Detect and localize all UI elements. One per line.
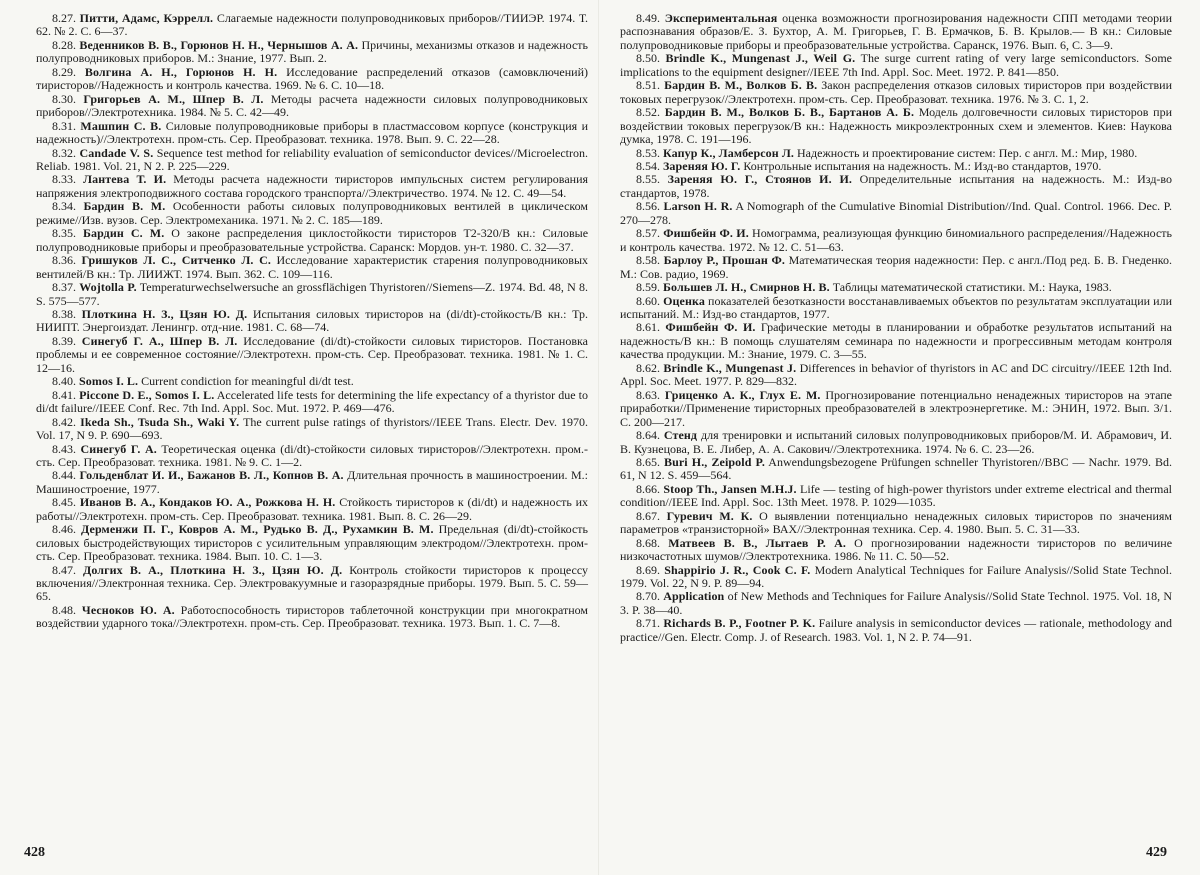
reference-text: О выявлении потенциально ненадежных силовых тиристоров по значениям параметров «транзисторной» ВАХ//Электронная техника. Сер. 4. 1980. Вып. 5. С. 31—33. bbox=[620, 508, 1173, 537]
reference-authors: Синегуб Г. А., Шпер В. Л. bbox=[81, 333, 238, 348]
reference-number: 8.36. bbox=[52, 253, 76, 268]
reference-authors: Капур К., Ламберсон Л. bbox=[663, 145, 795, 160]
reference-text: Силовые полупроводниковые приборы в пластмассовом корпусе (конструкция и надежность)//Электротехн. пром-сть. Сер. Преобразоват. техника. 1978. Вып. 9. С. 22—28. bbox=[36, 118, 588, 147]
reference-number: 8.62. bbox=[636, 360, 660, 375]
reference-text: Предельная (di/dt)-стойкость силовых быстродействующих тиристоров с усилительным управляющим электродом//Электротехн. пром-сть. Сер. Преобразоват. техника. 1984. Вып. 10. С. 1—3. bbox=[36, 522, 589, 564]
reference-text: Исследование (di/dt)-стойкости силовых тиристоров. Постановка проблемы и ее современное состояние//Электротехн. пром-сть. Сер. Преобразоват. техника. 1981. № 1. С. 12—16. bbox=[36, 333, 588, 375]
reference-text: Методы расчета надежности силовых полупроводниковых приборов//Электротехника. 1984. № 5. С. 42—49. bbox=[36, 91, 588, 120]
reference-text: Контроль стойкости тиристоров к процессу включения//Электронная техника. Сер. Электровакуумные и газоразрядные приборы. 1979. Вып. 5. С. 59—65. bbox=[36, 562, 589, 604]
reference-authors: Оценка bbox=[663, 293, 705, 308]
reference-number: 8.50. bbox=[636, 51, 660, 66]
reference-authors: Чесноков Ю. А. bbox=[81, 602, 175, 617]
reference-authors: Григорьев А. М., Шпер В. Л. bbox=[83, 91, 264, 106]
reference-authors: Машпин С. В. bbox=[80, 118, 162, 133]
reference-text: Modern Analytical Techniques for Failure Analysis//Solid State Technol. 1979. Vol. 22, N 9. P. 89—94. bbox=[620, 562, 1173, 591]
reference-number: 8.59. bbox=[636, 280, 660, 295]
reference-authors: Бардин В. М. bbox=[83, 199, 166, 214]
reference-number: 8.45. bbox=[52, 495, 76, 510]
reference-entry bbox=[620, 362, 1172, 389]
reference-number: 8.63. bbox=[636, 387, 660, 402]
left-page bbox=[36, 12, 588, 631]
reference-authors: Фишбейн Ф. И. bbox=[665, 320, 756, 335]
reference-entry bbox=[36, 281, 588, 308]
reference-authors: Brindle K., Mungenast J. bbox=[663, 360, 797, 375]
reference-entry bbox=[620, 254, 1172, 281]
reference-authors: Лантева Т. И. bbox=[83, 172, 167, 187]
reference-number: 8.28. bbox=[52, 37, 76, 52]
reference-number: 8.66. bbox=[636, 481, 660, 496]
reference-text: Работоспособность тиристоров таблеточной конструкции при многократном воздействии ударного тока//Электротехн. пром-сть. Сер. Преобразоват. техника. 1973. Вып. 1. С. 7—8. bbox=[36, 602, 589, 631]
reference-text: Прогнозирование потенциально ненадежных тиристоров на этапе приработки//Применение тиристорных преобразователей в электроэнергетике. М.: ЭНИН, 1972. Вып. 3/1. С. 200—217. bbox=[620, 387, 1173, 429]
reference-text: Исследование характеристик старения полупроводниковых вентилей/В кн.: Тр. ЛИИЖТ. 1974. Вып. 362. С. 109—116. bbox=[36, 253, 589, 281]
reference-authors: Бардин В. М., Волков Б. В. bbox=[664, 78, 818, 93]
reference-entry bbox=[36, 496, 588, 523]
reference-authors: Shappirio J. R., Cook C. F. bbox=[664, 562, 811, 577]
reference-text: Модель долговечности силовых тиристоров при воздействии токовых перегрузок/В кн.: Надежность микроэлектронных схем и элементов. Киев: Наукова думка, 1978. С. 191—196. bbox=[620, 105, 1173, 147]
reference-authors: Larson H. R. bbox=[663, 199, 733, 214]
reference-text: оценка возможности прогнозирования надежности СПП методами теории распознавания образов/Е. З. Бухтор, А. М. Григорьев, Г. В. Ермачков, Б. В. Крылов.— В кн.: Силовые полупроводниковые приборы и преобразовательные устройства. Саранск, 1976. Вып. 6, С. 3—9. bbox=[620, 11, 1173, 52]
reference-entry bbox=[36, 523, 588, 563]
reference-entry bbox=[36, 39, 588, 66]
reference-text: The surge current rating of very large semiconductors. Some implications to the equipment designer//IEEE 7th Ind. Appl. Soc. Meet. 1972. P. 841—850. bbox=[620, 51, 1172, 79]
reference-entry bbox=[620, 52, 1172, 79]
reference-entry bbox=[620, 389, 1172, 429]
reference-entry bbox=[36, 564, 588, 604]
reference-entry bbox=[620, 429, 1172, 456]
reference-text: Temperaturwechselwersuche an grossflächigen Thyristoren//Siemens—Z. 1974. Bd. 48, N 8. S. 575—577. bbox=[36, 280, 588, 308]
reference-number: 8.47. bbox=[52, 562, 76, 577]
reference-number: 8.38. bbox=[52, 306, 76, 321]
reference-number: 8.43. bbox=[52, 441, 76, 456]
reference-text: Особенности работы силовых полупроводниковых вентилей в циклическом режиме//Изв. вузов. Сер. Электромеханика. 1971. № 2. С. 185—189. bbox=[36, 199, 589, 227]
reference-entry bbox=[36, 375, 588, 388]
reference-entry bbox=[36, 12, 588, 39]
reference-entry bbox=[620, 617, 1172, 644]
reference-text: Current condiction for meaningful di/dt test. bbox=[141, 374, 354, 389]
reference-authors: Somos I. L. bbox=[79, 374, 139, 389]
reference-number: 8.48. bbox=[52, 602, 76, 617]
reference-text: Закон распределения отказов силовых тиристоров при воздействии токовых перегрузок//Электротехн. пром-сть. Сер. Преобразоват. техника. 1976. № 3. С. 1, 2. bbox=[620, 78, 1172, 106]
reference-number: 8.29. bbox=[52, 64, 76, 79]
reference-text: для тренировки и испытаний силовых полупроводниковых приборов/М. И. Абрамович, И. В. Кузнецова, В. Е. Либер, А. А. Сакович//Электротехника. 1974. № 6. С. 23—26. bbox=[620, 428, 1172, 456]
reference-text: Differences in behavior of thyristors in AC and DC circuitry//IEEE 12th Ind. Appl. Soc. Meet. 1977. P. 829—832. bbox=[620, 360, 1173, 389]
reference-entry bbox=[620, 12, 1172, 52]
reference-entry bbox=[36, 389, 588, 416]
reference-entry bbox=[36, 66, 588, 93]
reference-authors: Richards B. P., Footner P. K. bbox=[663, 616, 816, 631]
reference-entry bbox=[36, 254, 588, 281]
reference-text: показателей безотказности восстанавливаемых объектов по результатам эксплуатации или испытаний. М.: Изд-во стандартов, 1977. bbox=[620, 293, 1173, 321]
page-gutter bbox=[598, 0, 599, 875]
reference-authors: Зареняя Ю. Г. bbox=[663, 158, 741, 173]
reference-number: 8.34. bbox=[52, 199, 76, 214]
reference-authors: Питти, Адамс, Кэррелл. bbox=[79, 11, 214, 25]
reference-number: 8.51. bbox=[636, 78, 660, 93]
reference-text: of New Methods and Techniques for Failure Analysis//Solid State Technol. 1975. Vol. 18, N 3. P. 38—40. bbox=[620, 589, 1173, 617]
reference-number: 8.58. bbox=[636, 253, 660, 268]
reference-number: 8.52. bbox=[636, 105, 660, 120]
reference-entry bbox=[620, 281, 1172, 294]
reference-authors: Экспериментальная bbox=[664, 11, 778, 25]
reference-text: A Nomograph of the Cumulative Binomial Distribution//Ind. Qual. Control. 1966. Dec. P. 270—278. bbox=[620, 199, 1173, 227]
reference-authors: Buri H., Zeipold P. bbox=[663, 454, 765, 469]
reference-authors: Бардин В. М., Волков Б. В., Бартанов А. Б. bbox=[664, 105, 915, 120]
reference-entry bbox=[620, 537, 1172, 564]
right-page bbox=[620, 12, 1172, 644]
reference-entry bbox=[620, 321, 1172, 361]
reference-authors: Иванов В. А., Кондаков Ю. А., Рожкова Н. Н. bbox=[79, 495, 336, 510]
reference-number: 8.46. bbox=[52, 522, 76, 537]
reference-authors: Дерменжи П. Г., Ковров А. М., Рудько В. Д., Рухамкин В. М. bbox=[81, 522, 434, 537]
reference-authors: Гришуков Л. С., Ситченко Л. С. bbox=[81, 253, 271, 268]
reference-authors: Веденников В. В., Горюнов Н. Н., Чернышов А. А. bbox=[79, 37, 359, 52]
reference-number: 8.30. bbox=[52, 91, 76, 106]
reference-authors: Stoop Th., Jansen M.H.J. bbox=[663, 481, 797, 496]
reference-text: Теоретическая оценка (di/dt)-стойкости силовых тиристоров//Электротехн. пром.-сть. Сер. Преобразоват. техника. 1981. № 9. С. 1—2. bbox=[36, 441, 589, 469]
reference-authors: Гуревич М. К. bbox=[666, 508, 753, 523]
reference-number: 8.60. bbox=[636, 293, 660, 308]
reference-text: Испытания силовых тиристоров на (di/dt)-стойкость/В кн.: Тр. НИИПТ. Энергоиздат. Ленингр. отд-ние. 1981. С. 68—74. bbox=[36, 306, 588, 335]
reference-number: 8.57. bbox=[636, 226, 660, 241]
reference-text: Номограмма, реализующая функцию биномиального распределения//Надежность и контроль качества. 1972. № 12. С. 51—63. bbox=[620, 226, 1173, 254]
reference-authors: Зареняя Ю. Г., Стоянов И. И. bbox=[667, 172, 852, 187]
reference-number: 8.68. bbox=[636, 535, 660, 550]
reference-authors: Бардин С. М. bbox=[82, 226, 165, 241]
reference-authors: Piccone D. E., Somos I. L. bbox=[79, 387, 215, 402]
reference-authors: Барлоу Р., Прошан Ф. bbox=[663, 253, 786, 268]
reference-entry bbox=[36, 93, 588, 120]
reference-text: Надежность и проектирование систем: Пер. с англ. М.: Мир, 1980. bbox=[797, 145, 1138, 160]
reference-authors: Candade V. S. bbox=[79, 145, 154, 160]
reference-entry bbox=[620, 147, 1172, 160]
reference-entry bbox=[620, 173, 1172, 200]
reference-entry bbox=[620, 510, 1172, 537]
reference-entry bbox=[36, 227, 588, 254]
reference-number: 8.64. bbox=[636, 428, 660, 443]
reference-entry bbox=[620, 79, 1172, 106]
reference-number: 8.70. bbox=[636, 589, 660, 604]
reference-text: Стойкость тиристоров к (di/dt) и надежность их работы//Электротехн. пром-сть. Сер. Преобразоват. техника. 1981. Вып. 8. С. 26—29. bbox=[36, 495, 589, 523]
reference-number: 8.31. bbox=[52, 118, 76, 133]
reference-authors: Фишбейн Ф. И. bbox=[663, 226, 749, 241]
reference-entry bbox=[620, 227, 1172, 254]
reference-entry bbox=[36, 335, 588, 375]
reference-entry bbox=[36, 147, 588, 174]
reference-text: Математическая теория надежности: Пер. с англ./Под ред. Б. В. Гнеденко. М.: Сов. радио, 1969. bbox=[620, 253, 1172, 281]
reference-entry bbox=[620, 295, 1172, 322]
reference-number: 8.67. bbox=[636, 508, 660, 523]
reference-entry bbox=[36, 416, 588, 443]
reference-entry bbox=[36, 173, 588, 200]
reference-text: О законе распределения циклостойкости тиристоров Т2-320/В кн.: Силовые полупроводниковые приборы и преобразовательные устройства. Саранск: Мордов. ун-т. 1980. С. 32—37. bbox=[36, 226, 589, 254]
right-page-number: 429 bbox=[1146, 845, 1167, 860]
reference-authors: Матвеев В. В., Лытаев Р. А. bbox=[668, 535, 846, 550]
reference-text: Графические методы в планировании и обработке результатов испытаний на надежность/В кн.: В помощь слушателям семинара по надежности и прогрессивным методам контроля качества продукции. М.: Знание, 1979. С. 3—55. bbox=[620, 320, 1173, 362]
reference-number: 8.35. bbox=[52, 226, 76, 241]
reference-entry bbox=[620, 160, 1172, 173]
reference-authors: Стенд bbox=[663, 428, 698, 443]
reference-entry bbox=[620, 483, 1172, 510]
reference-text: Контрольные испытания на надежность. М.: Изд-во стандартов, 1970. bbox=[743, 158, 1102, 173]
reference-text: Anwendungsbezogene Prüfungen schneller Thyristoren//BBC — Nachr. 1979. Bd. 61, N 12. S. 459—564. bbox=[620, 454, 1173, 483]
reference-number: 8.69. bbox=[636, 562, 660, 577]
reference-entry bbox=[36, 604, 588, 631]
reference-entry bbox=[620, 590, 1172, 617]
reference-entry bbox=[620, 564, 1172, 591]
reference-entry bbox=[36, 308, 588, 335]
reference-text: Accelerated life tests for determining the life expectancy of a thyristor due to di/dt failure//IEEE Conf. Rec. 7th Ind. Appl. Soc. Mut. 1972. P. 469—476. bbox=[36, 387, 588, 416]
reference-number: 8.65. bbox=[636, 454, 660, 469]
reference-text: Причины, механизмы отказов и надежность полупроводниковых приборов. М.: Знание, 1977. Вып. 2. bbox=[36, 37, 588, 66]
reference-text: О прогнозировании надежности тиристоров по величине низкочастотных шумов//Электротехника. 1986. № 11. С. 50—52. bbox=[620, 535, 1173, 564]
reference-text: Длительная прочность в машиностроении. М.: Машиностроение, 1977. bbox=[36, 468, 589, 496]
reference-entry bbox=[620, 106, 1172, 146]
reference-authors: Гольденблат И. И., Бажанов В. Л., Копнов В. А. bbox=[79, 468, 344, 483]
reference-text: Методы расчета надежности тиристоров импульсных систем регулирования напряжения электроподвижного состава городского транспорта//Электричество. 1974. № 12. С. 49—54. bbox=[36, 172, 589, 200]
reference-number: 8.32. bbox=[52, 145, 76, 160]
reference-number: 8.41. bbox=[52, 387, 76, 402]
reference-number: 8.33. bbox=[52, 172, 76, 187]
reference-number: 8.71. bbox=[636, 616, 660, 631]
reference-authors: Ikeda Sh., Tsuda Sh., Waki Y. bbox=[80, 414, 240, 429]
reference-number: 8.44. bbox=[52, 468, 76, 483]
reference-number: 8.54. bbox=[636, 158, 660, 173]
reference-authors: Плоткина Н. З., Цзян Ю. Д. bbox=[81, 306, 248, 321]
reference-number: 8.27. bbox=[52, 11, 76, 25]
reference-authors: Большев Л. Н., Смирнов Н. В. bbox=[663, 280, 830, 295]
reference-text: Исследование распределений отказов (самовключений) тиристоров//Надежность и контроль качества. 1969. № 6. С. 10—18. bbox=[36, 64, 588, 93]
reference-number: 8.39. bbox=[52, 333, 76, 348]
reference-number: 8.55. bbox=[636, 172, 660, 187]
reference-number: 8.42. bbox=[52, 414, 76, 429]
reference-entry bbox=[36, 120, 588, 147]
reference-entry bbox=[620, 200, 1172, 227]
reference-text: Слагаемые надежности полупроводниковых приборов//ТИИЭР. 1974. Т. 62. № 2. С. 6—37. bbox=[36, 11, 589, 39]
reference-number: 8.61. bbox=[636, 320, 660, 335]
reference-entry bbox=[36, 469, 588, 496]
reference-text: Life — testing of high-power thyristors under extreme electrical and thermal condition//IEEE Ind. Appl. Soc. 13th Meet. 1978. P. 1029—1035. bbox=[620, 481, 1173, 510]
reference-number: 8.56. bbox=[636, 199, 660, 214]
reference-number: 8.37. bbox=[52, 280, 76, 295]
reference-authors: Brindle K., Mungenast J., Weil G. bbox=[665, 51, 856, 66]
reference-authors: Application bbox=[663, 589, 725, 604]
reference-text: Определительные испытания на надежность. М.: Изд-во стандартов, 1978. bbox=[620, 172, 1173, 200]
left-page-number: 428 bbox=[24, 845, 45, 860]
reference-text: Failure analysis in semiconductor devices — rationale, methodology and practice//Gen. Electr. Comp. J. of Research. 1983. Vol. 1, N 2. P. 74—91. bbox=[620, 616, 1173, 644]
reference-entry bbox=[36, 443, 588, 470]
reference-entry bbox=[36, 200, 588, 227]
reference-authors: Синегуб Г. А. bbox=[80, 441, 157, 456]
reference-authors: Гриценко А. К., Глух Е. М. bbox=[664, 387, 821, 402]
reference-number: 8.49. bbox=[636, 11, 660, 25]
reference-text: Таблицы математической статистики. М.: Наука, 1983. bbox=[832, 280, 1112, 295]
reference-number: 8.40. bbox=[52, 374, 76, 389]
reference-authors: Долгих В. А., Плоткина Н. З., Цзян Ю. Д. bbox=[82, 562, 343, 577]
reference-number: 8.53. bbox=[636, 145, 660, 160]
reference-text: Sequence test method for reliability evaluation of semiconductor devices//Microelectron. Reliab. 1981. Vol. 21, N 2. P. 225—229. bbox=[36, 145, 589, 173]
reference-text: The current pulse ratings of thyristors//IEEE Trans. Electr. Dev. 1970. Vol. 17, N 9. P. 690—693. bbox=[36, 414, 589, 443]
reference-authors: Волгина А. Н., Горюнов Н. Н. bbox=[84, 64, 278, 79]
reference-authors: Wojtolla P. bbox=[79, 280, 137, 295]
reference-entry bbox=[620, 456, 1172, 483]
